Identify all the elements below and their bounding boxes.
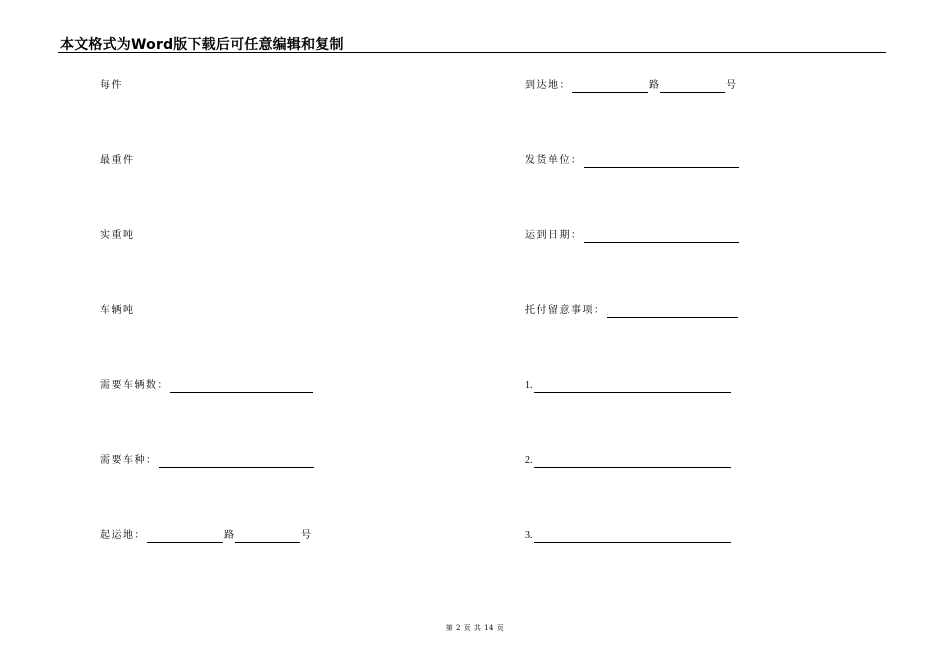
- vehicle-weight-label: 车辆吨: [100, 305, 135, 316]
- item-2-number: 2.: [525, 455, 533, 466]
- origin-road-blank[interactable]: [147, 531, 223, 543]
- item-2-blank[interactable]: [534, 456, 731, 468]
- header-title: 本文格式为Word版下载后可任意编辑和复制: [60, 37, 344, 53]
- notes-label: 托付留意事项：: [525, 305, 606, 316]
- field-actual-weight: [100, 229, 135, 243]
- arrival-date-blank[interactable]: [584, 231, 739, 243]
- notes-item-3: [525, 529, 732, 543]
- field-per-piece: [100, 79, 123, 93]
- per-piece-label: 每件: [100, 80, 123, 91]
- item-3-blank[interactable]: [534, 531, 731, 543]
- shipper-blank[interactable]: [584, 156, 739, 168]
- field-destination: [525, 79, 736, 93]
- origin-road-label: 路: [224, 530, 234, 541]
- shipper-label: 发货单位：: [525, 155, 583, 166]
- item-1-number: 1.: [525, 380, 533, 391]
- destination-label: 到达地：: [525, 80, 571, 91]
- actual-weight-label: 实重吨: [100, 230, 135, 241]
- vehicle-type-blank[interactable]: [159, 456, 314, 468]
- field-shipper: [525, 154, 740, 168]
- field-origin: [100, 529, 311, 543]
- heaviest-piece-label: 最重件: [100, 155, 135, 166]
- field-arrival-date: [525, 229, 740, 243]
- origin-label: 起运地：: [100, 530, 146, 541]
- field-vehicle-type: [100, 454, 315, 468]
- vehicle-type-label: 需要车种：: [100, 455, 158, 466]
- page-footer: 第 2 页 共 14 页: [445, 624, 505, 632]
- item-1-blank[interactable]: [534, 381, 731, 393]
- vehicles-needed-blank[interactable]: [170, 381, 313, 393]
- origin-number-blank[interactable]: [235, 531, 300, 543]
- destination-number-label: 号: [726, 80, 736, 91]
- destination-road-label: 路: [649, 80, 659, 91]
- notes-item-1: [525, 379, 732, 393]
- field-vehicle-weight: [100, 304, 135, 318]
- field-notes: [525, 304, 739, 318]
- field-vehicles-needed: [100, 379, 314, 393]
- arrival-date-label: 运到日期：: [525, 230, 583, 241]
- vehicles-needed-label: 需要车辆数：: [100, 380, 169, 391]
- origin-number-label: 号: [301, 530, 311, 541]
- notes-item-2: [525, 454, 732, 468]
- field-heaviest-piece: [100, 154, 135, 168]
- header-rule: [58, 52, 886, 53]
- destination-number-blank[interactable]: [660, 81, 725, 93]
- destination-road-blank[interactable]: [572, 81, 648, 93]
- item-3-number: 3.: [525, 530, 533, 541]
- notes-blank[interactable]: [607, 306, 738, 318]
